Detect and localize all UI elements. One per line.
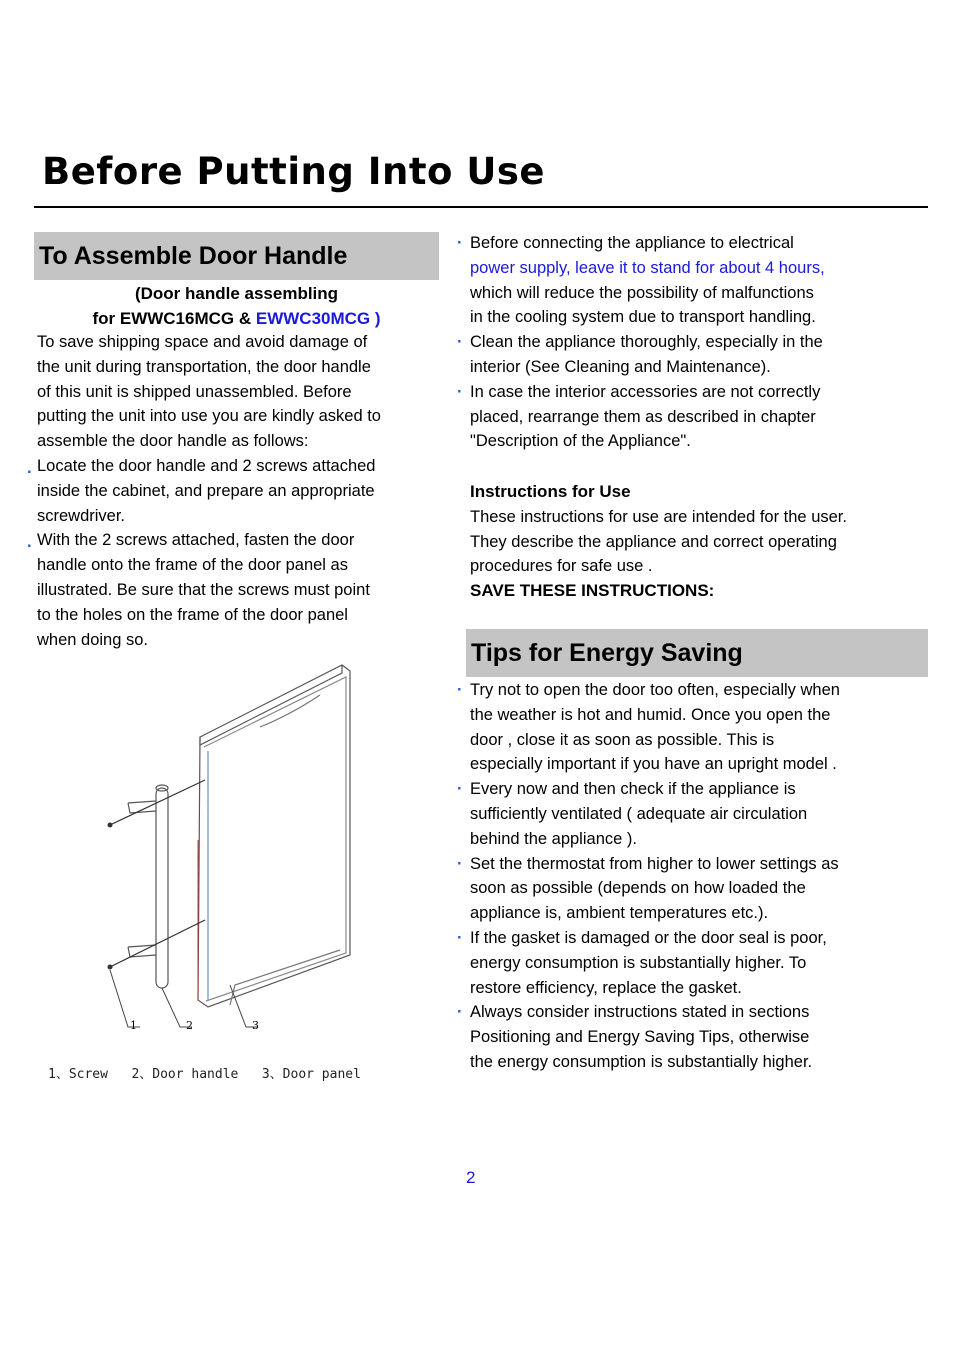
door-handle-subheading-line2 — [34, 306, 439, 331]
title-divider — [34, 206, 928, 208]
door-handle-bar — [156, 788, 168, 988]
tip-line: behind the appliance ). — [470, 829, 637, 848]
bullet-icon: . — [27, 458, 32, 477]
bullet-item — [457, 330, 910, 380]
tip-item — [457, 926, 910, 1000]
tip-line: If the gasket is damaged or the door seal is poor, — [470, 928, 827, 947]
bullet-line: in the cooling system due to transport handling. — [470, 308, 816, 327]
bullet-icon: · — [457, 382, 463, 401]
tip-item — [457, 678, 910, 777]
bullet-icon: · — [457, 681, 463, 699]
instructions-line: These instructions for use are intended for the user. — [470, 507, 847, 526]
bullet-icon: · — [457, 854, 463, 873]
tip-line: door , close it as soon as possible. This is — [470, 730, 775, 749]
tip-line: Set the thermostat from higher to lower settings as — [470, 854, 839, 873]
bullet-line: Clean the appliance thoroughly, especially in the — [470, 333, 823, 352]
tip-line: restore efficiency, replace the gasket. — [470, 978, 742, 997]
screw-icon — [108, 965, 113, 970]
preparation-bullets — [457, 231, 910, 454]
step-line: With the 2 screws attached, fasten the door — [37, 531, 355, 550]
tip-line: energy consumption is substantially higher. To — [470, 953, 807, 972]
bullet-icon: · — [457, 333, 463, 352]
bullet-line: interior (See Cleaning and Maintenance). — [470, 357, 771, 376]
bullet-icon: · — [457, 928, 463, 947]
callout-1: 1 — [130, 1019, 137, 1032]
instructions-heading: Instructions for Use — [470, 482, 631, 501]
instructions-line: They describe the appliance and correct operating — [470, 532, 837, 551]
bullet-line: which will reduce the possibility of malfunctions — [470, 283, 814, 302]
tip-line: sufficiently ventilated ( adequate air circulation — [470, 804, 808, 823]
bullet-icon: · — [457, 780, 463, 799]
assemble-door-handle-heading: To Assemble Door Handle — [34, 232, 439, 280]
bullet-icon: · — [457, 1003, 463, 1022]
assembly-step-1 — [27, 454, 437, 528]
tip-line: the energy consumption is substantially higher. — [470, 1052, 813, 1071]
tip-line: the weather is hot and humid. Once you open the — [470, 705, 831, 724]
tip-line: Every now and then check if the appliance is — [470, 780, 796, 799]
save-instructions-notice: SAVE THESE INSTRUCTIONS: — [470, 581, 715, 601]
energy-saving-heading: Tips for Energy Saving — [466, 629, 928, 677]
door-panel-top-edge — [200, 665, 342, 745]
bullet-icon: . — [27, 533, 32, 552]
model-label: for EWWC16MCG & — [92, 309, 256, 328]
assembly-intro — [27, 330, 437, 652]
tip-line: Try not to open the door too often, especially when — [470, 681, 840, 699]
step-line: screwdriver. — [37, 506, 126, 525]
bullet-icon: · — [457, 234, 463, 252]
tip-line: appliance is, ambient temperatures etc.). — [470, 904, 769, 923]
screw-icon — [108, 823, 113, 828]
door-panel-outline — [198, 665, 350, 1007]
page-number: 2 — [466, 1168, 476, 1187]
tip-item — [457, 1000, 910, 1074]
intro-line: putting the unit into use you are kindly asked to — [37, 407, 381, 426]
tip-line: soon as possible (depends on how loaded the — [470, 879, 806, 898]
assembly-step-2 — [27, 528, 437, 652]
bullet-line: placed, rearrange them as described in chapter — [470, 407, 816, 426]
intro-line: To save shipping space and avoid damage of — [37, 333, 368, 351]
bullet-line-highlight: power supply, leave it to stand for about 4 hours, — [470, 258, 825, 277]
step-line: Locate the door handle and 2 screws attached — [37, 456, 376, 475]
step-line: to the holes on the frame of the door panel — [37, 605, 348, 624]
callout-3: 3 — [252, 1019, 259, 1032]
energy-tips-list — [457, 678, 910, 1075]
bullet-line: In case the interior accessories are not correctly — [470, 382, 821, 401]
tip-line: especially important if you have an upright model . — [470, 755, 837, 774]
bullet-line: "Description of the Appliance". — [470, 432, 691, 451]
step-line: illustrated. Be sure that the screws must point — [37, 580, 370, 599]
tip-line: Positioning and Energy Saving Tips, otherwise — [470, 1028, 810, 1047]
diagram-caption: 1、Screw 2、Door handle 3、Door panel — [48, 1067, 361, 1082]
door-handle-diagram — [30, 655, 450, 1055]
bullet-item — [457, 380, 910, 454]
step-line: when doing so. — [37, 630, 148, 649]
tip-item — [457, 852, 910, 926]
callout-2: 2 — [186, 1019, 193, 1032]
instructions-line: procedures for safe use . — [470, 557, 653, 576]
model-label-blue: EWWC30MCG ) — [255, 309, 381, 328]
bullet-line: Before connecting the appliance to electrical — [470, 234, 794, 252]
tip-item — [457, 777, 910, 851]
step-line: inside the cabinet, and prepare an appropriate — [37, 481, 375, 500]
tip-line: Always consider instructions stated in sections — [470, 1003, 810, 1022]
page-title: Before Putting Into Use — [42, 150, 546, 193]
step-line: handle onto the frame of the door panel as — [37, 556, 348, 575]
intro-line: the unit during transportation, the door handle — [37, 357, 371, 376]
instructions-for-use — [470, 480, 910, 604]
bullet-item — [457, 231, 910, 330]
door-handle-subheading-line1: (Door handle assembling — [134, 284, 339, 303]
intro-line: of this unit is shipped unassembled. Before — [37, 382, 352, 401]
intro-line: assemble the door handle as follows: — [37, 432, 309, 451]
